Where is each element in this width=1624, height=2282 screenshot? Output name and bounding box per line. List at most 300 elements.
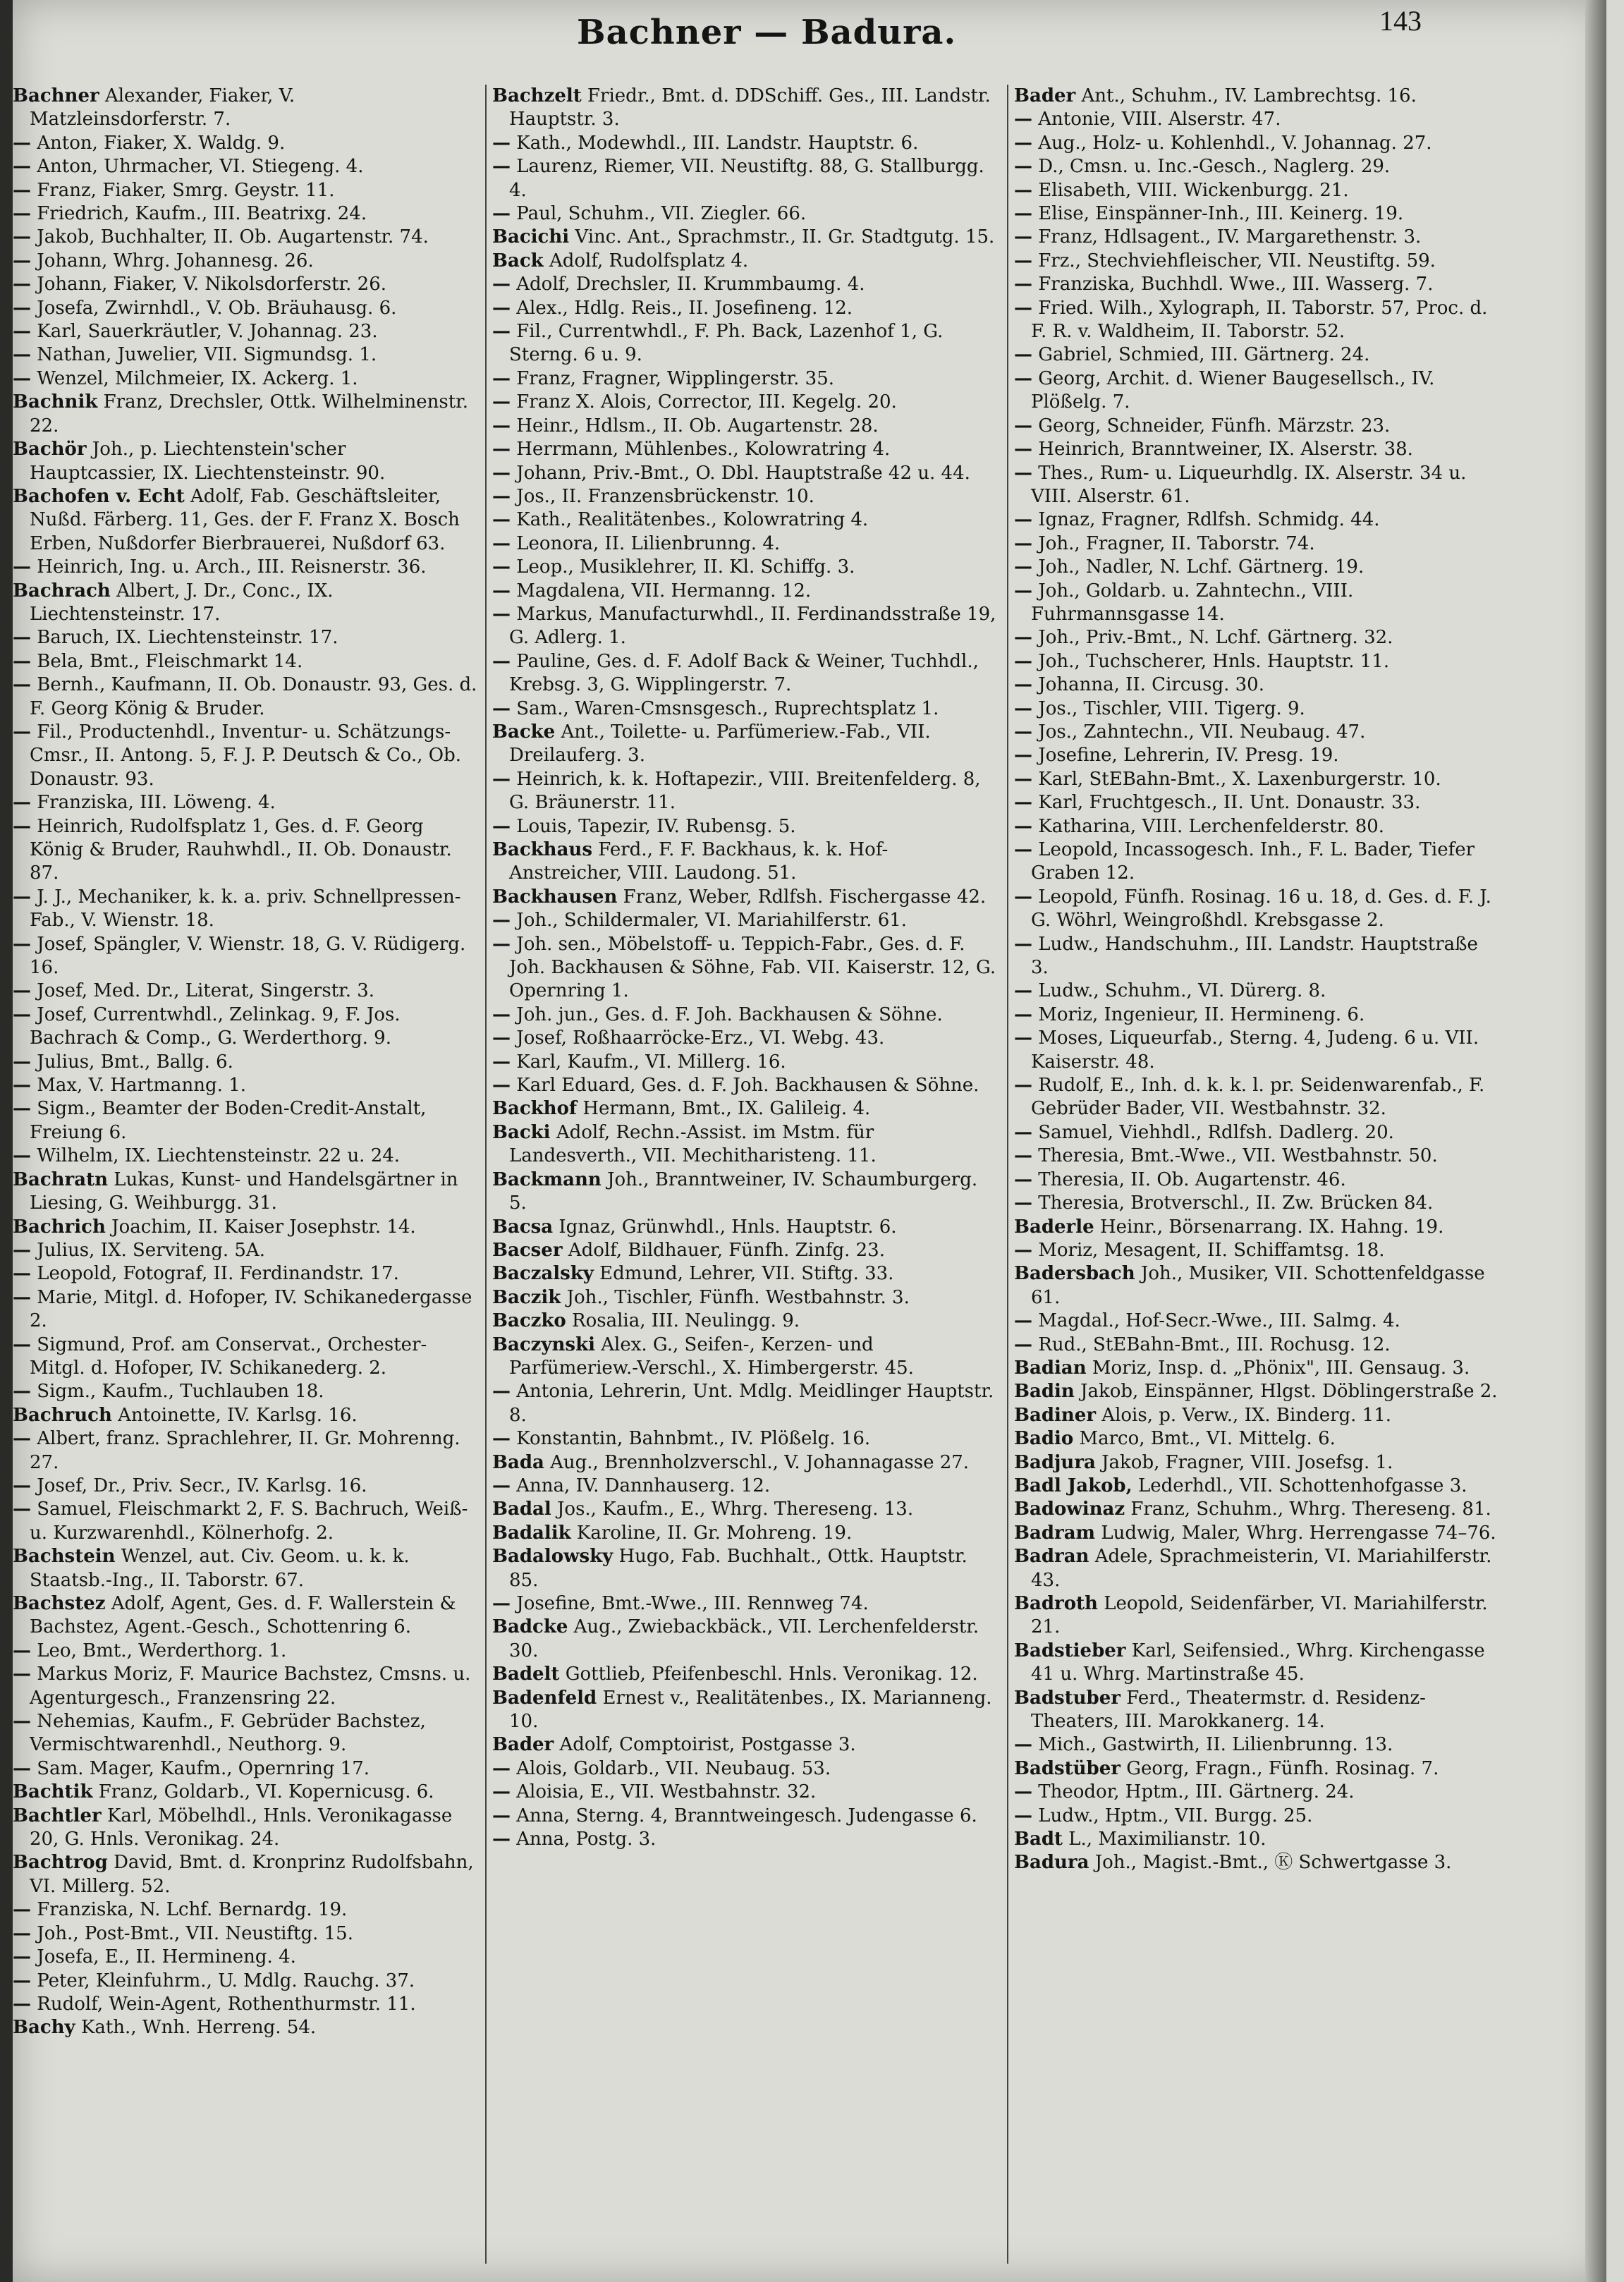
entry-details: Josefa, Zwirnhdl., V. Ob. Bräuhausg. 6. bbox=[37, 297, 397, 319]
entry-surname: — bbox=[13, 1003, 31, 1025]
entry-surname: — bbox=[13, 1075, 31, 1097]
directory-entry bbox=[492, 650, 1000, 697]
directory-entry bbox=[1014, 108, 1501, 131]
entry-details: Franz, Schuhm., Whrg. Thereseng. 81. bbox=[1130, 1499, 1491, 1520]
entry-details: Joh., Musiker, VII. Schottenfeldgasse 61. bbox=[1031, 1263, 1485, 1308]
entry-surname: — bbox=[1014, 1169, 1032, 1190]
directory-entry bbox=[492, 485, 1000, 508]
directory-entry bbox=[492, 1828, 1000, 1851]
entry-details: Aloisia, E., VII. Westbahnstr. 32. bbox=[516, 1781, 817, 1803]
entry-details: Joachim, II. Kaiser Josephstr. 14. bbox=[111, 1216, 416, 1238]
directory-entry bbox=[1014, 673, 1501, 697]
entry-surname: — bbox=[1014, 462, 1032, 484]
entry-details: Wenzel, aut. Civ. Geom. u. k. k. Staatsb.-Ing., II. Taborstr. 67. bbox=[30, 1546, 410, 1591]
entry-details: Sigm., Beamter der Boden-Credit-Anstalt, Freiung 6. bbox=[30, 1098, 427, 1143]
entry-details: Georg, Schneider, Fünfh. Märzstr. 23. bbox=[1038, 415, 1391, 437]
directory-entry bbox=[492, 1027, 1000, 1050]
entry-surname: Bada bbox=[492, 1451, 544, 1473]
directory-entry bbox=[13, 155, 478, 178]
entry-surname: — bbox=[13, 297, 31, 319]
entry-details: Samuel, Viehhdl., Rdlfsh. Dadlerg. 20. bbox=[1038, 1121, 1394, 1143]
directory-entry bbox=[13, 1475, 478, 1498]
entry-details: Antoinette, IV. Karlsg. 16. bbox=[118, 1404, 358, 1426]
directory-entry bbox=[492, 721, 1000, 768]
entry-details: Ludw., Hptm., VII. Burgg. 25. bbox=[1038, 1805, 1313, 1826]
entry-details: L., Maximilianstr. 10. bbox=[1068, 1829, 1266, 1850]
entry-details: Katharina, VIII. Lerchenfelderstr. 80. bbox=[1038, 815, 1385, 837]
entry-surname: — bbox=[13, 250, 31, 271]
entry-surname: — bbox=[1014, 509, 1032, 531]
directory-entry bbox=[492, 202, 1000, 226]
entry-details: Leopold, Seidenfärber, VI. Mariahilferstr. 21. bbox=[1031, 1593, 1488, 1638]
entry-surname: — bbox=[492, 367, 511, 389]
directory-entry bbox=[13, 1286, 478, 1334]
entry-details: Franz, Hdlsagent., IV. Margarethenstr. 3. bbox=[1038, 226, 1422, 248]
entry-details: David, Bmt. d. Kronprinz Rudolfsbahn, VI. Millerg. 52. bbox=[30, 1852, 474, 1897]
column-divider bbox=[1007, 85, 1008, 2264]
entry-details: Joh., Tischler, Fünfh. Westbahnstr. 3. bbox=[566, 1286, 910, 1308]
directory-entry bbox=[492, 1074, 1000, 1097]
directory-entry bbox=[1014, 415, 1501, 438]
entry-details: Heinrich, Ing. u. Arch., III. Reisnerstr. 36. bbox=[37, 556, 427, 578]
entry-surname: Bachzelt bbox=[492, 85, 582, 106]
entry-details: Leopold, Fotograf, II. Ferdinandstr. 17. bbox=[37, 1263, 399, 1285]
directory-entry bbox=[13, 226, 478, 249]
entry-details: Peter, Kleinfuhrm., U. Mdlg. Rauchg. 37. bbox=[37, 1970, 415, 1991]
entry-details: Marie, Mitgl. d. Hofoper, IV. Schikanedergasse 2. bbox=[30, 1286, 472, 1332]
entry-surname: — bbox=[13, 1757, 31, 1779]
directory-entry bbox=[492, 697, 1000, 721]
entry-surname: — bbox=[492, 910, 511, 932]
entry-details: Jos., Tischler, VIII. Tigerg. 9. bbox=[1038, 697, 1305, 719]
directory-entry bbox=[492, 1216, 1000, 1239]
directory-entry bbox=[13, 202, 478, 226]
entry-surname: — bbox=[13, 1145, 31, 1167]
entry-details: Theresia, Brotverschl., II. Zw. Brücken 84. bbox=[1038, 1192, 1434, 1214]
directory-entry bbox=[13, 1498, 478, 1545]
entry-surname: — bbox=[1014, 1781, 1032, 1803]
entry-details: Ferd., Theatermstr. d. Residenz-Theaters, III. Marokkanerg. 14. bbox=[1031, 1687, 1426, 1733]
entry-surname: — bbox=[492, 1003, 511, 1025]
entry-surname: — bbox=[1014, 1075, 1032, 1097]
entry-details: Antonie, VIII. Alserstr. 47. bbox=[1038, 109, 1281, 130]
directory-entry bbox=[13, 1404, 478, 1427]
directory-entry bbox=[13, 391, 478, 438]
entry-surname: Badstieber bbox=[1014, 1640, 1126, 1661]
entry-details: Josefa, E., II. Hermineng. 4. bbox=[37, 1946, 296, 1968]
entry-details: Karoline, II. Gr. Mohreng. 19. bbox=[576, 1522, 853, 1544]
directory-entry bbox=[1014, 1757, 1501, 1781]
entry-surname: Badcke bbox=[492, 1616, 568, 1638]
entry-details: Josefine, Lehrerin, IV. Presg. 19. bbox=[1038, 745, 1339, 767]
entry-surname: Badroth bbox=[1014, 1593, 1098, 1614]
directory-entry bbox=[492, 1687, 1000, 1734]
entry-surname: — bbox=[1014, 839, 1032, 860]
entry-details: Moses, Liqueurfab., Sterng. 4, Judeng. 6 u. VII. Kaiserstr. 48. bbox=[1031, 1027, 1479, 1073]
entry-surname: — bbox=[1014, 1734, 1032, 1756]
entry-details: Heinrich, Rudolfsplatz 1, Ges. d. F. Georg König & Bruder, Rauhwhdl., II. Ob. Donaustr. 87. bbox=[30, 815, 452, 884]
entry-details: Anna, IV. Dannhauserg. 12. bbox=[516, 1475, 771, 1496]
entry-surname: — bbox=[492, 1829, 511, 1850]
directory-entry bbox=[13, 1262, 478, 1286]
entry-surname: — bbox=[13, 132, 31, 154]
entry-details: Aug., Brennholzverschl., V. Johannagasse 27. bbox=[550, 1451, 970, 1473]
entry-details: Johann, Whrg. Johannesg. 26. bbox=[37, 250, 314, 271]
entry-details: Adolf, Rudolfsplatz 4. bbox=[549, 250, 749, 271]
entry-surname: Bachstez bbox=[13, 1593, 106, 1614]
entry-details: Joh., Fragner, II. Taborstr. 74. bbox=[1038, 532, 1315, 554]
entry-details: Heinr., Hdlsm., II. Ob. Augartenstr. 28. bbox=[516, 415, 879, 437]
entry-surname: — bbox=[492, 580, 511, 602]
directory-entry bbox=[1014, 250, 1501, 273]
entry-surname: — bbox=[492, 815, 511, 837]
entry-surname: Bachnik bbox=[13, 391, 98, 413]
directory-entry bbox=[13, 1380, 478, 1403]
entry-details: Hugo, Fab. Buchhalt., Ottk. Hauptstr. 85. bbox=[509, 1546, 967, 1591]
entry-surname: — bbox=[13, 1711, 31, 1733]
entry-details: Karl, Sauerkräutler, V. Johannag. 23. bbox=[37, 321, 378, 343]
entry-surname: Badian bbox=[1014, 1357, 1087, 1379]
entry-surname: — bbox=[492, 933, 511, 955]
directory-entry bbox=[492, 1003, 1000, 1027]
directory-entry bbox=[1014, 1781, 1501, 1804]
entry-details: Rudolf, Wein-Agent, Rothenthurmstr. 11. bbox=[37, 1993, 416, 2015]
entry-surname: — bbox=[1014, 792, 1032, 814]
entry-details: Baruch, IX. Liechtensteinstr. 17. bbox=[37, 627, 338, 649]
page-title: Bachner — Badura. bbox=[577, 13, 957, 52]
entry-details: Ludw., Handschuhm., III. Landstr. Hauptstraße 3. bbox=[1031, 933, 1478, 979]
directory-entry bbox=[13, 1051, 478, 1074]
entry-surname: — bbox=[492, 1757, 511, 1779]
entry-details: Albert, franz. Sprachlehrer, II. Gr. Mohrenng. 27. bbox=[30, 1428, 460, 1473]
entry-surname: Badura bbox=[1014, 1852, 1089, 1874]
entry-surname: — bbox=[1014, 1145, 1032, 1167]
entry-details: Alois, Goldarb., VII. Neubaug. 53. bbox=[516, 1757, 831, 1779]
directory-entry bbox=[492, 1805, 1000, 1828]
directory-entry bbox=[492, 1781, 1000, 1804]
directory-entry bbox=[13, 1334, 478, 1381]
entry-surname: Bachofen v. Echt bbox=[13, 485, 185, 507]
directory-entry bbox=[13, 626, 478, 649]
directory-entry bbox=[1014, 202, 1501, 226]
directory-entry bbox=[1014, 1262, 1501, 1310]
entry-details: Laurenz, Riemer, VII. Neustiftg. 88, G. Stallburgg. 4. bbox=[509, 156, 984, 201]
directory-entry bbox=[1014, 791, 1501, 814]
entry-surname: Bader bbox=[1014, 85, 1076, 106]
entry-surname: Bachör bbox=[13, 439, 87, 460]
directory-entry bbox=[492, 438, 1000, 461]
entry-details: Franz, Fragner, Wipplingerstr. 35. bbox=[516, 367, 834, 389]
entry-surname: Backhof bbox=[492, 1098, 578, 1120]
entry-surname: — bbox=[492, 603, 511, 625]
entry-surname: — bbox=[1014, 580, 1032, 602]
directory-entry bbox=[1014, 1027, 1501, 1074]
entry-surname: — bbox=[1014, 203, 1032, 225]
entry-surname: Bachtrog bbox=[13, 1852, 108, 1874]
entry-details: Jakob, Einspänner, Hlgst. Döblingerstraße 2. bbox=[1080, 1381, 1498, 1403]
entry-details: Ant., Toilette- u. Parfümeriew.-Fab., VII. Dreilauferg. 3. bbox=[509, 721, 931, 767]
entry-details: Marco, Bmt., VI. Mittelg. 6. bbox=[1079, 1428, 1336, 1450]
entry-details: Karl Eduard, Ges. d. F. Joh. Backhausen & Söhne. bbox=[516, 1075, 979, 1097]
entry-surname: — bbox=[492, 768, 511, 790]
entry-surname: Bachy bbox=[13, 2017, 75, 2039]
directory-entry bbox=[13, 85, 478, 132]
directory-entry bbox=[13, 1145, 478, 1168]
entry-surname: — bbox=[13, 1475, 31, 1496]
directory-entry bbox=[1014, 933, 1501, 980]
directory-entry bbox=[13, 297, 478, 320]
entry-details: Leo, Bmt., Werderthorg. 1. bbox=[37, 1640, 287, 1661]
entry-surname: — bbox=[13, 1970, 31, 1991]
entry-details: Leop., Musiklehrer, II. Kl. Schiffg. 3. bbox=[516, 556, 855, 578]
directory-entry bbox=[13, 1898, 478, 1922]
directory-entry bbox=[1014, 556, 1501, 579]
entry-details: Josef, Med. Dr., Literat, Singerstr. 3. bbox=[37, 980, 375, 1002]
entry-surname: — bbox=[13, 1286, 31, 1308]
directory-entry bbox=[13, 1592, 478, 1640]
entry-surname: — bbox=[13, 933, 31, 955]
entry-details: Fil., Currentwhdl., F. Ph. Back, Lazenhof 1, G. Sterng. 6 u. 9. bbox=[509, 321, 944, 366]
directory-entry bbox=[1014, 1310, 1501, 1333]
entry-surname: Bachratn bbox=[13, 1169, 109, 1190]
column-divider bbox=[485, 85, 487, 2264]
directory-entry bbox=[13, 320, 478, 343]
directory-entry bbox=[1014, 343, 1501, 367]
entry-surname: — bbox=[1014, 556, 1032, 578]
directory-entry bbox=[1014, 155, 1501, 178]
entry-surname: — bbox=[1014, 1027, 1032, 1049]
entry-surname: — bbox=[1014, 344, 1032, 366]
entry-surname: — bbox=[1014, 933, 1032, 955]
directory-entry bbox=[1014, 1357, 1501, 1380]
entry-surname: — bbox=[13, 156, 31, 178]
entry-surname: Bacichi bbox=[492, 226, 570, 248]
directory-entry bbox=[1014, 721, 1501, 744]
directory-entry bbox=[492, 1757, 1000, 1781]
entry-details: Franz, Weber, Rdlfsh. Fischergasse 42. bbox=[623, 886, 987, 908]
directory-entry bbox=[13, 1097, 478, 1145]
entry-details: Johann, Fiaker, V. Nikolsdorferstr. 26. bbox=[37, 274, 387, 295]
directory-entry bbox=[13, 1663, 478, 1710]
entry-details: Anna, Sterng. 4, Branntweingesch. Judengasse 6. bbox=[516, 1805, 977, 1826]
directory-entry bbox=[492, 508, 1000, 532]
directory-entry bbox=[492, 1286, 1000, 1310]
entry-details: Joh. jun., Ges. d. F. Joh. Backhausen & Söhne. bbox=[516, 1003, 943, 1025]
entry-details: Adolf, Bildhauer, Fünfh. Zinfg. 23. bbox=[568, 1239, 885, 1261]
directory-entry bbox=[1014, 1805, 1501, 1828]
directory-entry bbox=[13, 1946, 478, 1969]
entry-details: Joh., Post-Bmt., VII. Neustiftg. 15. bbox=[37, 1922, 353, 1944]
entry-details: Sigmund, Prof. am Conservat., Orchester-Mitgl. d. Hofoper, IV. Schikanederg. 2. bbox=[30, 1334, 427, 1379]
entry-details: Heinrich, Branntweiner, IX. Alserstr. 38. bbox=[1038, 439, 1413, 460]
entry-details: Moriz, Ingenieur, II. Hermineng. 6. bbox=[1038, 1003, 1365, 1025]
directory-entry bbox=[492, 1427, 1000, 1451]
directory-entry bbox=[1014, 1451, 1501, 1475]
directory-entry bbox=[1014, 1545, 1501, 1592]
entry-surname: Badowinaz bbox=[1014, 1499, 1125, 1520]
entry-surname: — bbox=[13, 1263, 31, 1285]
entry-details: Josefine, Bmt.-Wwe., III. Rennweg 74. bbox=[516, 1593, 869, 1614]
entry-surname: Baderle bbox=[1014, 1216, 1094, 1238]
directory-entry bbox=[492, 815, 1000, 838]
entry-details: Magdal., Hof-Secr.-Wwe., III. Salmg. 4. bbox=[1038, 1310, 1400, 1332]
entry-surname: Bachtik bbox=[13, 1781, 93, 1803]
entry-details: Anna, Postg. 3. bbox=[516, 1829, 657, 1850]
entry-details: Herrmann, Mühlenbes., Kolowratring 4. bbox=[516, 439, 891, 460]
directory-entry bbox=[492, 462, 1000, 485]
entry-details: Max, V. Hartmanng. 1. bbox=[37, 1075, 247, 1097]
entry-details: Mich., Gastwirth, II. Lilienbrunng. 13. bbox=[1038, 1734, 1393, 1756]
entry-details: Kath., Realitätenbes., Kolowratring 4. bbox=[516, 509, 869, 531]
directory-entry bbox=[13, 343, 478, 367]
left-binding-edge bbox=[0, 0, 13, 2282]
entry-details: Ferd., F. F. Backhaus, k. k. Hof-Anstreicher, VIII. Laudong. 51. bbox=[509, 839, 889, 884]
entry-details: Heinr., Börsenarrang. IX. Hahng. 19. bbox=[1099, 1216, 1444, 1238]
entry-details: Adolf, Drechsler, II. Krummbaumg. 4. bbox=[516, 274, 865, 295]
entry-details: Ant., Schuhm., IV. Lambrechtsg. 16. bbox=[1081, 85, 1417, 106]
directory-entry bbox=[1014, 1687, 1501, 1734]
entry-details: Vinc. Ant., Sprachmstr., II. Gr. Stadtgutg. 15. bbox=[575, 226, 995, 248]
entry-details: Paul, Schuhm., VII. Ziegler. 66. bbox=[516, 203, 807, 225]
directory-entry bbox=[1014, 980, 1501, 1003]
entry-details: Sam. Mager, Kaufm., Opernring 17. bbox=[37, 1757, 370, 1779]
entry-details: Karl, Fruchtgesch., II. Unt. Donaustr. 33. bbox=[1038, 792, 1421, 814]
entry-surname: — bbox=[13, 1640, 31, 1661]
directory-entry bbox=[1014, 1192, 1501, 1215]
entry-details: Franz, Goldarb., VI. Kopernicusg. 6. bbox=[98, 1781, 434, 1803]
entry-surname: — bbox=[1014, 415, 1032, 437]
directory-entry bbox=[13, 721, 478, 791]
entry-details: Adolf, Fab. Geschäftsleiter, Nußd. Färberg. 11, Ges. der F. Franz X. Bosch Erben, Nußdorfer Bierbrauerei, Nußdorf 63. bbox=[30, 485, 460, 554]
directory-entry bbox=[492, 1451, 1000, 1475]
entry-surname: — bbox=[1014, 1192, 1032, 1214]
directory-entry bbox=[13, 1239, 478, 1262]
entry-details: Ignaz, Fragner, Rdlfsh. Schmidg. 44. bbox=[1038, 509, 1380, 531]
directory-entry bbox=[1014, 1216, 1501, 1239]
entry-surname: — bbox=[1014, 156, 1032, 178]
directory-entry bbox=[492, 532, 1000, 556]
directory-entry bbox=[13, 132, 478, 155]
entry-details: Joh., Schildermaler, VI. Mariahilferstr. 61. bbox=[516, 910, 908, 932]
entry-surname: Bacsa bbox=[492, 1216, 554, 1238]
entry-details: Joh. sen., Möbelstoff- u. Teppich-Fabr., Ges. d. F. Joh. Backhausen & Söhne, Fab. VII. Kaiserstr. 12, G. Opernring 1. bbox=[509, 933, 996, 1002]
entry-details: Friedrich, Kaufm., III. Beatrixg. 24. bbox=[37, 203, 367, 225]
entry-details: Adolf, Agent, Ges. d. F. Wallerstein & Bachstez, Agent.-Gesch., Schottenring 6. bbox=[30, 1593, 456, 1638]
page-number: 143 bbox=[1379, 5, 1422, 37]
directory-entry bbox=[492, 367, 1000, 391]
entry-surname: — bbox=[1014, 274, 1032, 295]
entry-surname: — bbox=[492, 321, 511, 343]
entry-details: Georg, Archit. d. Wiener Baugesellsch., IV. Plößelg. 7. bbox=[1031, 367, 1435, 413]
entry-surname: — bbox=[13, 980, 31, 1002]
entry-details: D., Cmsn. u. Inc.-Gesch., Naglerg. 29. bbox=[1038, 156, 1391, 178]
directory-entry bbox=[1014, 1380, 1501, 1403]
entry-details: Thes., Rum- u. Liqueurhdlg. IX. Alserstr. 34 u. VIII. Alserstr. 61. bbox=[1031, 462, 1467, 507]
entry-surname: — bbox=[1014, 250, 1032, 271]
entry-surname: — bbox=[492, 462, 511, 484]
entry-surname: Badin bbox=[1014, 1381, 1075, 1403]
directory-entry bbox=[13, 2016, 478, 2039]
entry-surname: — bbox=[1014, 179, 1032, 201]
entry-surname: — bbox=[1014, 980, 1032, 1002]
entry-details: Bela, Bmt., Fleischmarkt 14. bbox=[37, 650, 303, 672]
entry-details: Kath., Wnh. Herreng. 54. bbox=[80, 2017, 317, 2039]
entry-surname: — bbox=[1014, 439, 1032, 460]
directory-entry bbox=[1014, 650, 1501, 673]
entry-surname: — bbox=[492, 203, 511, 225]
entry-details: Leopold, Fünfh. Rosinag. 16 u. 18, d. Ges. d. F. J. G. Wöhrl, Weingroßhdl. Krebsgasse 2. bbox=[1031, 886, 1491, 932]
directory-entry bbox=[13, 1074, 478, 1097]
entry-details: Rud., StEBahn-Bmt., III. Rochusg. 12. bbox=[1038, 1334, 1391, 1355]
entry-surname: — bbox=[13, 674, 31, 696]
directory-entry bbox=[1014, 1427, 1501, 1451]
entry-surname: — bbox=[492, 485, 511, 507]
directory-entry bbox=[492, 1310, 1000, 1333]
entry-surname: — bbox=[13, 1334, 31, 1355]
directory-entry bbox=[13, 1851, 478, 1898]
entry-surname: — bbox=[492, 1051, 511, 1073]
directory-entry bbox=[492, 838, 1000, 886]
entry-details: Karl, StEBahn-Bmt., X. Laxenburgerstr. 10. bbox=[1038, 768, 1441, 790]
directory-entry bbox=[492, 1475, 1000, 1498]
entry-surname: Back bbox=[492, 250, 544, 271]
directory-entry bbox=[492, 768, 1000, 815]
directory-entry bbox=[492, 603, 1000, 650]
directory-entry bbox=[1014, 1145, 1501, 1168]
entry-details: Karl, Kaufm., VI. Millerg. 16. bbox=[516, 1051, 786, 1073]
entry-surname: — bbox=[13, 1381, 31, 1403]
entry-details: Albert, J. Dr., Conc., IX. Liechtensteinstr. 17. bbox=[30, 580, 334, 625]
entry-details: Markus, Manufacturwhdl., II. Ferdinandsstraße 19, G. Adlerg. 1. bbox=[509, 603, 996, 649]
entry-surname: Badl Jakob, bbox=[1014, 1475, 1132, 1496]
entry-details: Alex. G., Seifen-, Kerzen- und Parfümeriew.-Verschl., X. Himbergerstr. 45. bbox=[509, 1334, 914, 1379]
directory-entry bbox=[492, 1616, 1000, 1663]
directory-entry bbox=[13, 1993, 478, 2016]
entry-surname: — bbox=[13, 792, 31, 814]
directory-entry bbox=[492, 1380, 1000, 1427]
directory-entry bbox=[1014, 1121, 1501, 1145]
entry-surname: — bbox=[1014, 226, 1032, 248]
entry-surname: — bbox=[1014, 1805, 1032, 1826]
entry-surname: — bbox=[1014, 1239, 1032, 1261]
directory-entry bbox=[1014, 438, 1501, 461]
entry-details: Jakob, Fragner, VIII. Josefsg. 1. bbox=[1101, 1451, 1393, 1473]
directory-entry bbox=[492, 297, 1000, 320]
entry-surname: — bbox=[1014, 627, 1032, 649]
directory-entry bbox=[1014, 838, 1501, 886]
entry-surname: Badstüber bbox=[1014, 1757, 1121, 1779]
entry-details: Friedr., Bmt. d. DDSchiff. Ges., III. Landstr. Hauptstr. 3. bbox=[509, 85, 991, 130]
entry-surname: — bbox=[492, 509, 511, 531]
entry-surname: — bbox=[492, 1475, 511, 1496]
directory-entry bbox=[13, 250, 478, 273]
directory-entry bbox=[13, 650, 478, 673]
directory-entry bbox=[1014, 1239, 1501, 1262]
entry-surname: — bbox=[13, 650, 31, 672]
entry-surname: — bbox=[492, 132, 511, 154]
entry-surname: — bbox=[13, 179, 31, 201]
directory-entry bbox=[492, 132, 1000, 155]
entry-details: Theodor, Hptm., III. Gärtnerg. 24. bbox=[1038, 1781, 1355, 1803]
directory-entry bbox=[492, 1169, 1000, 1216]
entry-surname: — bbox=[13, 226, 31, 248]
entry-details: Joh., Priv.-Bmt., N. Lchf. Gärtnerg. 32. bbox=[1038, 627, 1393, 649]
entry-details: Joh., Goldarb. u. Zahntechn., VIII. Fuhrmannsgasse 14. bbox=[1031, 580, 1354, 625]
entry-surname: — bbox=[492, 556, 511, 578]
directory-entry bbox=[492, 226, 1000, 249]
entry-surname: Badio bbox=[1014, 1428, 1074, 1450]
entry-details: Adolf, Rechn.-Assist. im Mstm. für Landesverth., VII. Mechitharisteng. 11. bbox=[509, 1121, 877, 1167]
